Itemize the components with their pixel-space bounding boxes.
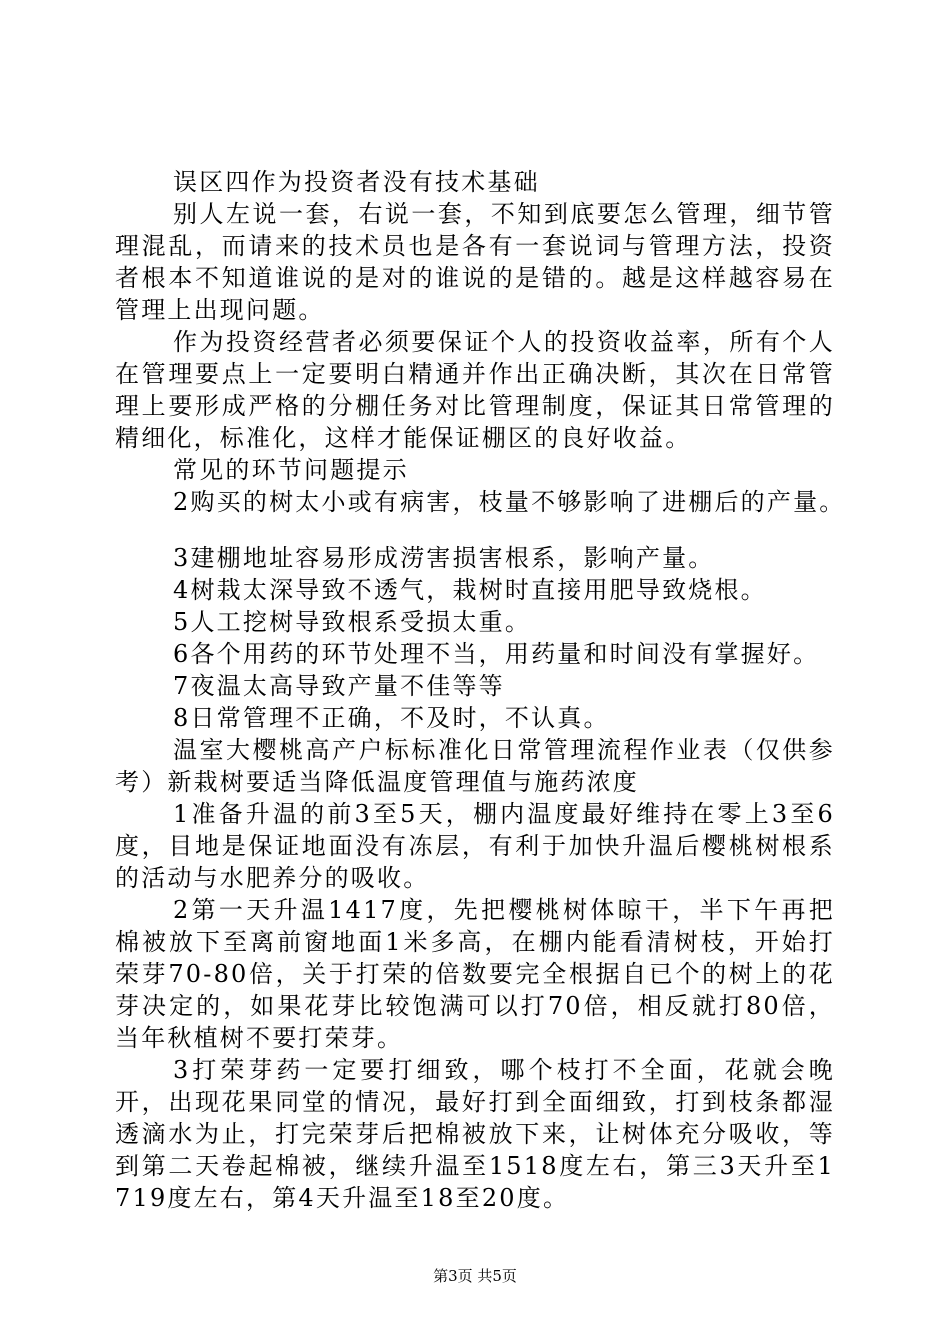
page-footer xyxy=(0,1266,950,1286)
issue-item-5: 5人工挖树导致根系受损太重。 xyxy=(173,608,532,636)
issue-item-3: 3建棚地址容易形成涝害损害根系，影响产量。 xyxy=(173,544,715,572)
section-heading-workflow-table: 温室大樱桃高产户标标准化日常管理流程作业表（仅供参考）新栽树要适当降低温度管理值与施药浓度 xyxy=(115,736,835,796)
section-heading-mistake-4: 误区四作为投资者没有技术基础 xyxy=(173,168,540,196)
issue-item-6: 6各个用药的环节处理不当，用药量和时间没有掌握好。 xyxy=(173,640,820,668)
section-heading-common-issues: 常见的环节问题提示 xyxy=(173,456,409,484)
step-1-paragraph: 1准备升温的前3至5天，棚内温度最好维持在零上3至6度，目地是保证地面没有冻层，有利于加快升温后樱桃树根系的活动与水肥养分的吸收。 xyxy=(115,800,835,892)
document-body xyxy=(115,166,846,1214)
page-number-label: 第3页 共5页 xyxy=(433,1267,517,1285)
step-3-paragraph: 3打荣芽药一定要打细致，哪个枝打不全面，花就会晚开，出现花果同堂的情况，最好打到全面细致，打到枝条都湿透滴水为止，打完荣芽后把棉被放下来，让树体充分吸收，等到第二天卷起棉被，继续升温至1518度左右，第三3天升至1719度左右，第4天升温至18至20度。 xyxy=(115,1056,835,1212)
paragraph-gap xyxy=(115,518,835,542)
issue-item-8: 8日常管理不正确，不及时，不认真。 xyxy=(173,704,610,732)
paragraph-confusion: 别人左说一套，右说一套，不知到底要怎么管理，细节管理混乱，而请来的技术员也是各有一套说词与管理方法，投资者根本不知道谁说的是对的谁说的是错的。越是这样越容易在管理上出现问题。 xyxy=(115,200,835,324)
paragraph-investor-duty: 作为投资经营者必须要保证个人的投资收益率，所有个人在管理要点上一定要明白精通并作出正确决断，其次在日常管理上要形成严格的分棚任务对比管理制度，保证其日常管理的精细化，标准化，这样才能保证棚区的良好收益。 xyxy=(115,328,835,452)
issue-item-2: 2购买的树太小或有病害，枝量不够影响了进棚后的产量。 xyxy=(173,488,846,516)
issue-item-7: 7夜温太高导致产量不佳等等 xyxy=(173,672,505,700)
step-2-paragraph: 2第一天升温1417度，先把樱桃树体晾干，半下午再把棉被放下至离前窗地面1米多高，在棚内能看清树枝，开始打荣芽70-80倍，关于打荣的倍数要完全根据自已个的树上的花芽决定的，如果花芽比较饱满可以打70倍，相反就打80倍，当年秋植树不要打荣芽。 xyxy=(115,896,835,1052)
issue-item-4: 4树栽太深导致不透气，栽树时直接用肥导致烧根。 xyxy=(173,576,767,604)
